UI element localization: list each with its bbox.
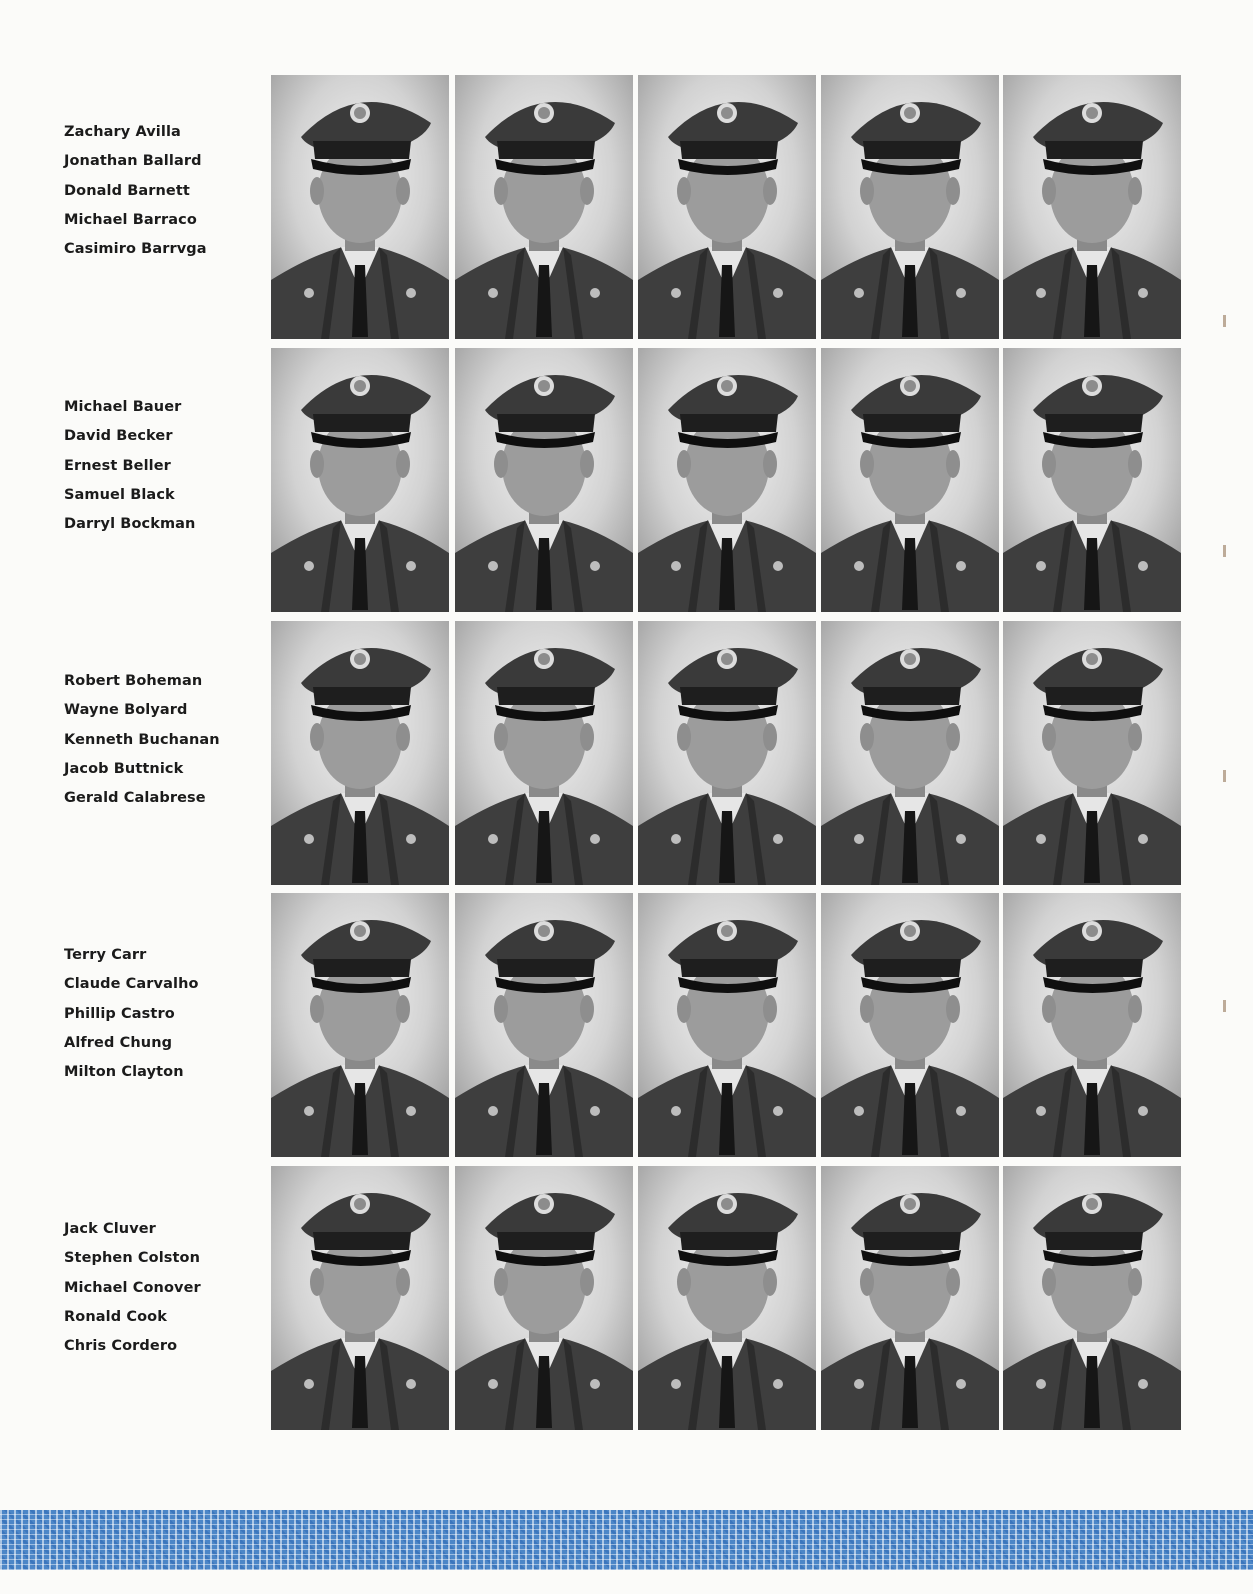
- portrait-photo: [271, 75, 449, 339]
- portrait-photo: [821, 893, 999, 1157]
- portrait-photo: [455, 621, 633, 885]
- portrait-image: [638, 621, 816, 885]
- portrait-image: [1003, 621, 1181, 885]
- name-label: Michael Bauer: [64, 399, 182, 415]
- name-label: Claude Carvalho: [64, 976, 199, 993]
- name-label: Samuel Black: [64, 486, 175, 503]
- portrait-image: [1003, 348, 1181, 612]
- name-label: Milton Clayton: [64, 1064, 184, 1081]
- portrait-image: [638, 893, 816, 1157]
- name-label: Jack Cluver: [64, 1221, 156, 1237]
- portrait-photo: [455, 75, 633, 339]
- portrait-photo: [271, 1166, 449, 1430]
- name-label: Chris Cordero: [64, 1338, 178, 1355]
- portrait-image: [455, 621, 633, 885]
- edge-mark: [1223, 545, 1226, 557]
- portrait-image: [821, 621, 999, 885]
- portrait-image: [271, 348, 449, 612]
- portrait-image: [455, 75, 633, 339]
- name-label: Wayne Bolyard: [64, 702, 188, 719]
- name-label: David Becker: [64, 428, 173, 445]
- name-list: [64, 393, 264, 539]
- portrait-photo: [821, 1166, 999, 1430]
- portrait-image: [821, 348, 999, 612]
- name-label: Stephen Colston: [64, 1250, 201, 1267]
- name-label: Terry Carr: [64, 947, 147, 963]
- portrait-image: [271, 1166, 449, 1430]
- portrait-photo: [271, 621, 449, 885]
- portrait-image: [1003, 75, 1181, 339]
- name-label: Michael Conover: [64, 1279, 201, 1296]
- portrait-photo: [455, 348, 633, 612]
- edge-mark: [1223, 315, 1226, 327]
- portrait-image: [638, 348, 816, 612]
- name-label: Phillip Castro: [64, 1005, 175, 1022]
- name-list: [64, 941, 264, 1087]
- portrait-photo: [638, 893, 816, 1157]
- name-label: Gerald Calabrese: [64, 790, 206, 807]
- portrait-image: [271, 75, 449, 339]
- portrait-image: [1003, 1166, 1181, 1430]
- name-label: Casimiro Barrvga: [64, 241, 207, 258]
- portrait-photo: [821, 621, 999, 885]
- portrait-image: [455, 348, 633, 612]
- portrait-photo: [1003, 348, 1181, 612]
- portrait-image: [455, 1166, 633, 1430]
- name-label: Michael Barraco: [64, 211, 197, 228]
- name-label: Darryl Bockman: [64, 516, 196, 533]
- portrait-image: [271, 621, 449, 885]
- name-label: Ronald Cook: [64, 1308, 167, 1325]
- portrait-image: [821, 1166, 999, 1430]
- portrait-photo: [821, 348, 999, 612]
- portrait-image: [455, 893, 633, 1157]
- name-label: Zachary Avilla: [64, 124, 181, 140]
- name-list: [64, 1215, 264, 1361]
- name-label: Alfred Chung: [64, 1034, 173, 1051]
- portrait-image: [1003, 893, 1181, 1157]
- portrait-photo: [638, 348, 816, 612]
- portrait-photo: [1003, 893, 1181, 1157]
- name-label: Ernest Beller: [64, 457, 171, 474]
- portrait-photo: [1003, 75, 1181, 339]
- name-label: Jacob Buttnick: [64, 760, 184, 777]
- portrait-photo: [455, 893, 633, 1157]
- portrait-photo: [638, 621, 816, 885]
- portrait-photo: [1003, 621, 1181, 885]
- portrait-photo: [271, 348, 449, 612]
- name-list: [64, 118, 264, 264]
- portrait-photo: [1003, 1166, 1181, 1430]
- portrait-photo: [271, 893, 449, 1157]
- portrait-photo: [455, 1166, 633, 1430]
- portrait-image: [821, 75, 999, 339]
- portrait-photo: [821, 75, 999, 339]
- portrait-photo: [638, 75, 816, 339]
- name-label: Robert Boheman: [64, 673, 203, 689]
- name-list: [64, 667, 264, 813]
- name-label: Jonathan Ballard: [64, 153, 202, 170]
- name-label: Donald Barnett: [64, 182, 190, 199]
- portrait-image: [271, 893, 449, 1157]
- portrait-image: [638, 75, 816, 339]
- portrait-photo: [638, 1166, 816, 1430]
- edge-mark: [1223, 1000, 1226, 1012]
- portrait-image: [638, 1166, 816, 1430]
- name-label: Kenneth Buchanan: [64, 731, 220, 748]
- portrait-image: [821, 893, 999, 1157]
- decorative-footer-strip: [0, 1510, 1253, 1570]
- edge-mark: [1223, 770, 1226, 782]
